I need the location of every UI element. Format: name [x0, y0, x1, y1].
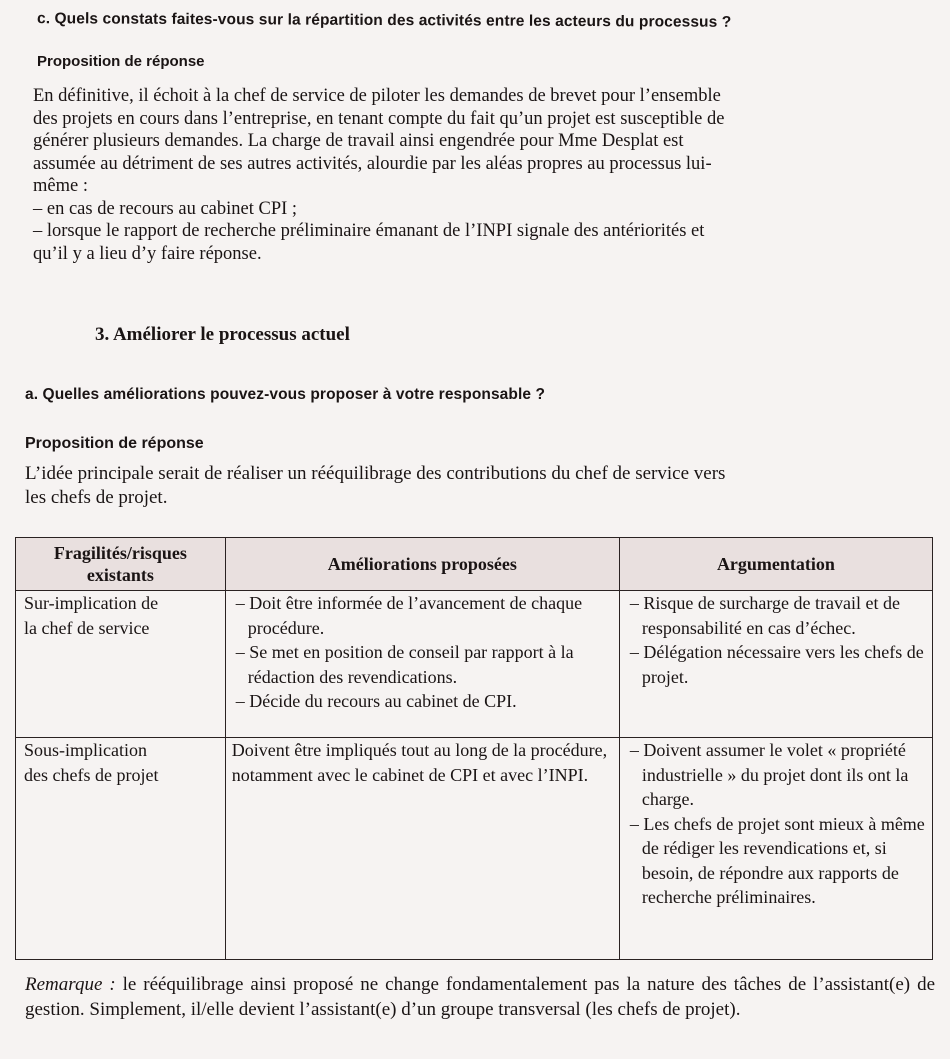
answer-line: – en cas de recours au cabinet CPI ; — [33, 198, 298, 219]
improvements-table — [15, 537, 933, 960]
question-a-title: a. Quelles améliorations pouvez-vous proposer à votre responsable ? — [25, 386, 546, 403]
answer-line: – lorsque le rapport de recherche préliminaire émanant de l’INPI signale des antériorités et — [33, 221, 705, 241]
improvement-item: Doivent être impliqués tout au long de la procédure, notamment avec le cabinet de CPI et avec l’INPI. — [231, 740, 608, 785]
table-row — [16, 591, 933, 738]
table-row — [16, 738, 933, 960]
risk-line: la chef de service — [24, 617, 150, 638]
remark-text: le rééquilibrage ainsi proposé ne change fondamentalement pas la nature des tâches de l’assistant(e) de gestion. Simplement, il/elle devient l’assistant(e) d’un groupe transversal (les chefs de projet). — [25, 974, 935, 1020]
risk-cell — [16, 738, 226, 960]
improvements-cell — [225, 738, 619, 960]
improvement-item: – Décide du recours au cabinet de CPI. — [235, 691, 517, 711]
risk-line: Sur-implication de — [24, 593, 159, 613]
improvement-item: – Se met en position de conseil par rapport à la rédaction des revendications. — [235, 642, 574, 687]
argument-item: – Délégation nécessaire vers les chefs de projet. — [629, 642, 924, 687]
section-3-title: 3. Améliorer le processus actuel — [95, 324, 350, 345]
improvement-item: – Doit être informée de l’avancement de chaque procédure. — [235, 593, 583, 638]
answer-line: générer plusieurs demandes. La charge de travail ainsi engendrée pour Mme Desplat est — [33, 131, 684, 151]
remark — [25, 972, 935, 1022]
question-c-answer-heading: Proposition de réponse — [37, 53, 205, 70]
header-risks: Fragilités/risques existants — [16, 538, 226, 591]
argument-item: – Risque de surcharge de travail et de responsabilité en cas d’échec. — [629, 593, 900, 638]
answer-line: L’idée principale serait de réaliser un rééquilibrage des contributions du chef de service vers — [25, 463, 726, 484]
arguments-cell — [619, 591, 932, 738]
answer-line: assumée au détriment de ses autres activités, alourdie par les aléas propres au processus lui- — [33, 153, 712, 174]
argument-item: – Doivent assumer le volet « propriété industrielle » du projet dont ils ont la charge. — [629, 740, 909, 809]
argument-item: – Les chefs de projet sont mieux à même de rédiger les revendications et, si besoin, de répondre aux rapports de recherche préliminaires. — [629, 813, 925, 907]
answer-line: En définitive, il échoit à la chef de service de piloter les demandes de brevet pour l’ensemble — [33, 86, 721, 106]
question-c-title: c. Quels constats faites-vous sur la répartition des activités entre les acteurs du processus ? — [36, 10, 732, 31]
risk-line: des chefs de projet — [24, 764, 159, 785]
header-arguments: Argumentation — [619, 538, 932, 591]
risk-line: Sous-implication — [24, 740, 147, 760]
answer-line: les chefs de projet. — [25, 487, 168, 508]
header-improvements: Améliorations proposées — [225, 538, 619, 591]
remark-label: Remarque : — [25, 974, 116, 995]
question-a-answer — [25, 462, 925, 510]
question-a-answer-heading: Proposition de réponse — [25, 435, 204, 452]
arguments-cell — [619, 738, 932, 960]
answer-line: même : — [33, 176, 88, 196]
answer-line: des projets en cours dans l’entreprise, en tenant compte du fait qu’un projet est susceptible de — [33, 108, 725, 129]
improvements-cell — [225, 591, 619, 738]
risk-cell — [16, 591, 226, 738]
answer-line: qu’il y a lieu d’y faire réponse. — [33, 243, 262, 264]
table-header-row — [16, 538, 933, 591]
question-c-answer — [33, 85, 913, 265]
